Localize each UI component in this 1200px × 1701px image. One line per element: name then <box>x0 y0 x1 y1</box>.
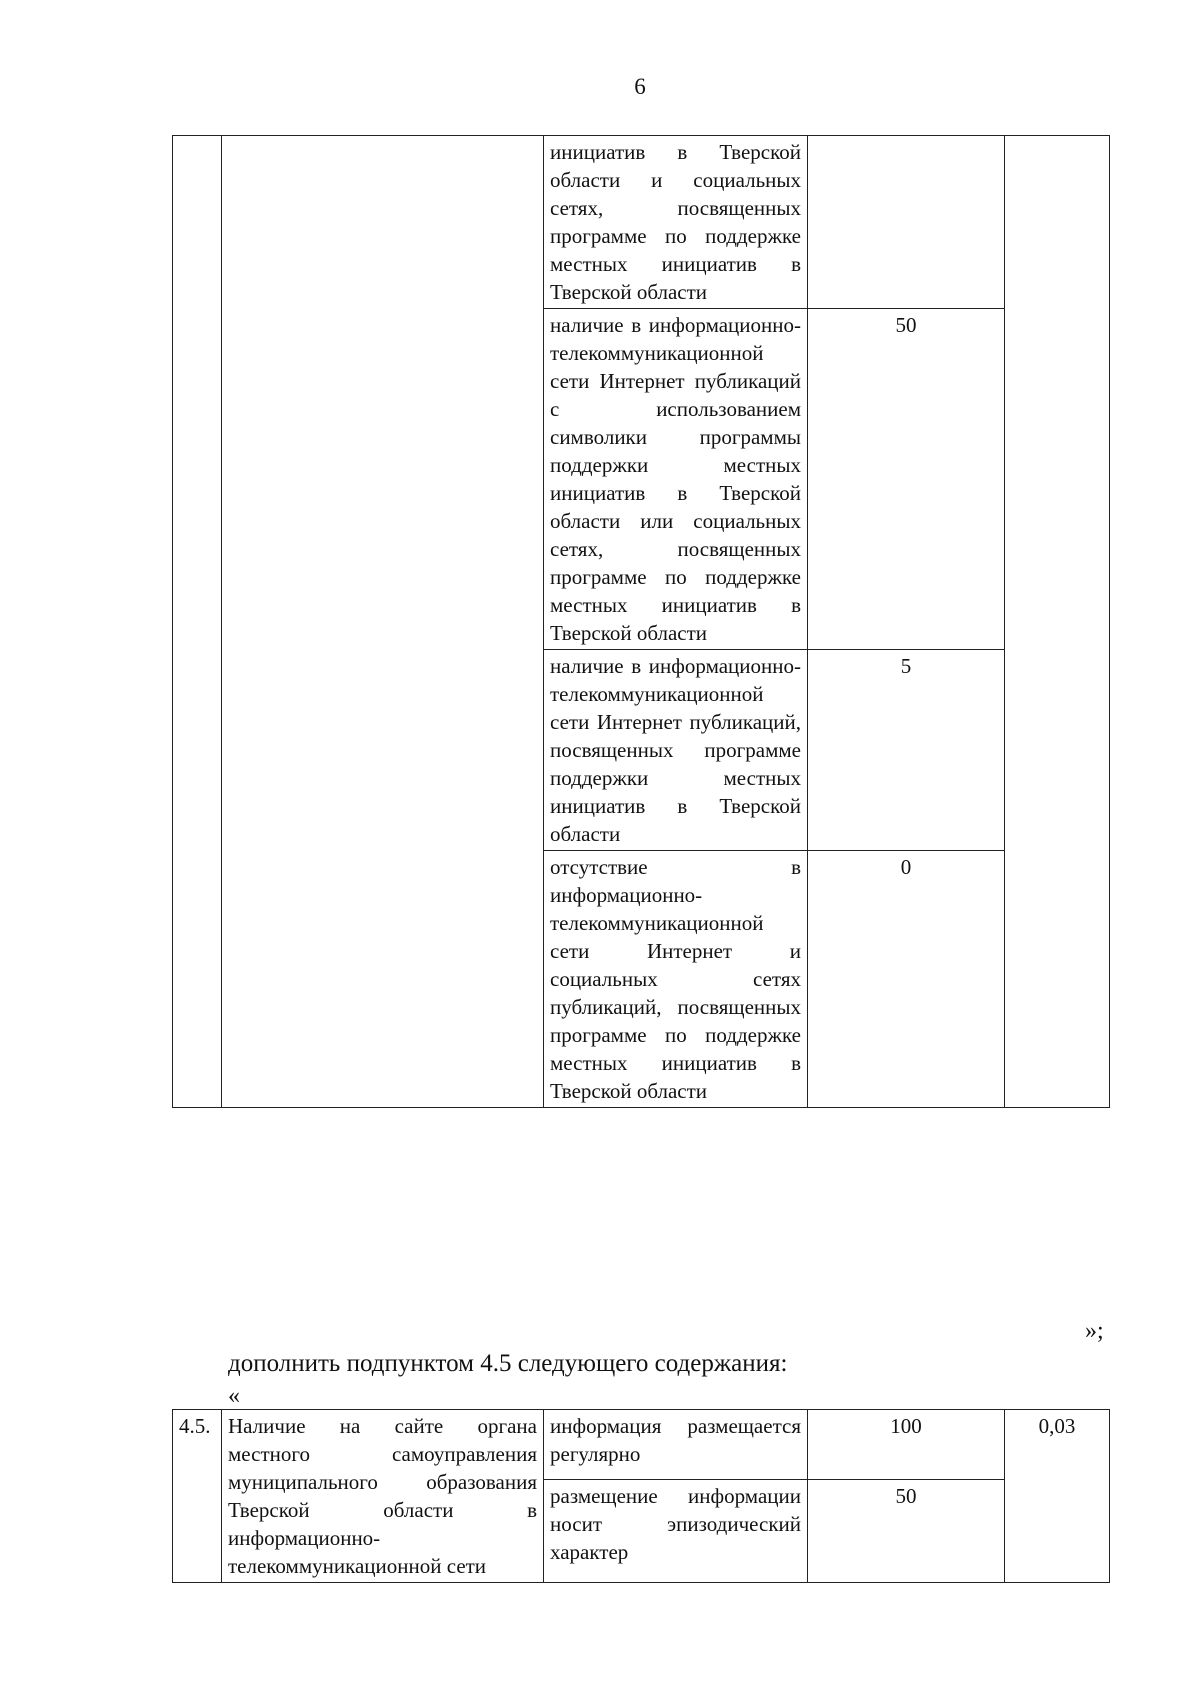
points-cell: 5 <box>808 650 1005 851</box>
criterion-cell: размещение информации носит эпизодический характер <box>544 1480 808 1583</box>
points-cell: 100 <box>808 1410 1005 1480</box>
indicator-cell <box>222 136 544 1108</box>
criterion-cell: отсутствие в информационно-телекоммуникационной сети Интернет и социальных сетях публикаций, посвященных программе по поддержке местных инициатив в Тверской области <box>544 851 808 1108</box>
criterion-cell: наличие в информационно-телекоммуникационной сети Интернет публикаций с использованием символики программы поддержки местных инициатив в Тверской области или социальных сетях, посвященных программе по поддержке местных инициатив в Тверской области <box>544 309 808 650</box>
points-cell: 50 <box>808 1480 1005 1583</box>
number-cell <box>173 136 222 1108</box>
criteria-table-continued <box>172 135 1110 1108</box>
indicator-cell: Наличие на сайте органа местного самоуправления муниципального образования Тверской области в информационно-телекоммуникационной сети <box>222 1410 544 1583</box>
table-row <box>173 136 1110 309</box>
amendment-instruction: дополнить подпунктом 4.5 следующего содержания: <box>228 1350 788 1377</box>
criterion-cell: информация размещается регулярно <box>544 1410 808 1480</box>
weight-cell: 0,03 <box>1005 1410 1110 1583</box>
points-cell: 0 <box>808 851 1005 1108</box>
table-row <box>173 1410 1110 1480</box>
closing-quote: »; <box>1085 1318 1104 1344</box>
points-cell <box>808 136 1005 309</box>
points-cell: 50 <box>808 309 1005 650</box>
page-number: 6 <box>634 74 646 99</box>
weight-cell <box>1005 136 1110 1108</box>
criterion-cell: наличие в информационно-телекоммуникационной сети Интернет публикаций, посвященных программе поддержки местных инициатив в Тверской области <box>544 650 808 851</box>
number-cell: 4.5. <box>173 1410 222 1583</box>
criteria-table-new-item <box>172 1409 1110 1583</box>
opening-quote: « <box>228 1383 240 1409</box>
criterion-cell: инициатив в Тверской области и социальных сетях, посвященных программе по поддержке местных инициатив в Тверской области <box>544 136 808 309</box>
